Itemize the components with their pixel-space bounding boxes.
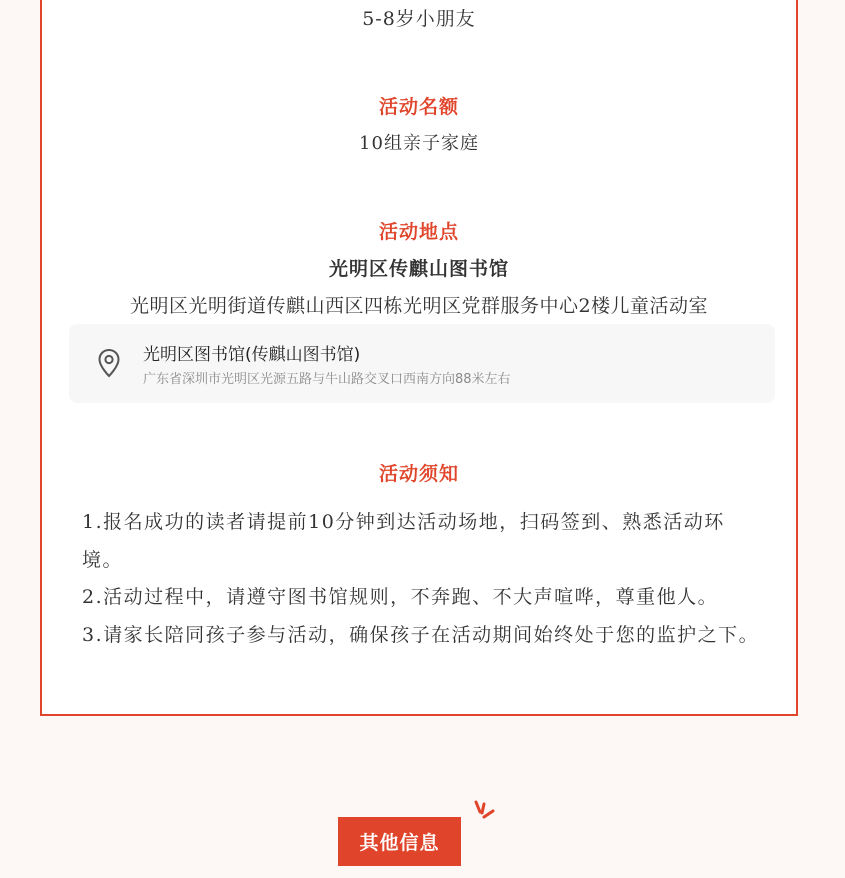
sparkle-decoration-icon bbox=[470, 800, 496, 824]
notice-list bbox=[82, 504, 762, 654]
location-pin-icon bbox=[97, 348, 121, 378]
other-info-button[interactable]: 其他信息 bbox=[338, 817, 461, 866]
map-location-title: 光明区图书馆(传麒山图书馆) bbox=[143, 345, 361, 365]
quota-value: 10组亲子家庭 bbox=[359, 133, 479, 154]
notice-heading: 活动须知 bbox=[378, 463, 459, 485]
age-range-text: 5-8岁小朋友 bbox=[362, 8, 476, 30]
notice-item: 1.报名成功的读者请提前10分钟到达活动场地，扫码签到、熟悉活动环境。 bbox=[82, 511, 725, 571]
map-location-card[interactable] bbox=[69, 324, 775, 403]
activity-info-card bbox=[40, 0, 798, 716]
venue-name: 光明区传麒山图书馆 bbox=[328, 258, 509, 280]
venue-address: 光明区光明街道传麒山西区四栋光明区党群服务中心2楼儿童活动室 bbox=[129, 295, 709, 317]
map-location-address: 广东省深圳市光明区光源五路与牛山路交叉口西南方向88米左右 bbox=[143, 372, 511, 387]
notice-item: 3.请家长陪同孩子参与活动，确保孩子在活动期间始终处于您的监护之下。 bbox=[82, 623, 760, 646]
quota-heading: 活动名额 bbox=[378, 96, 459, 118]
venue-heading: 活动地点 bbox=[378, 221, 459, 243]
notice-item: 2.活动过程中，请遵守图书馆规则，不奔跑、不大声喧哗，尊重他人。 bbox=[82, 586, 719, 608]
